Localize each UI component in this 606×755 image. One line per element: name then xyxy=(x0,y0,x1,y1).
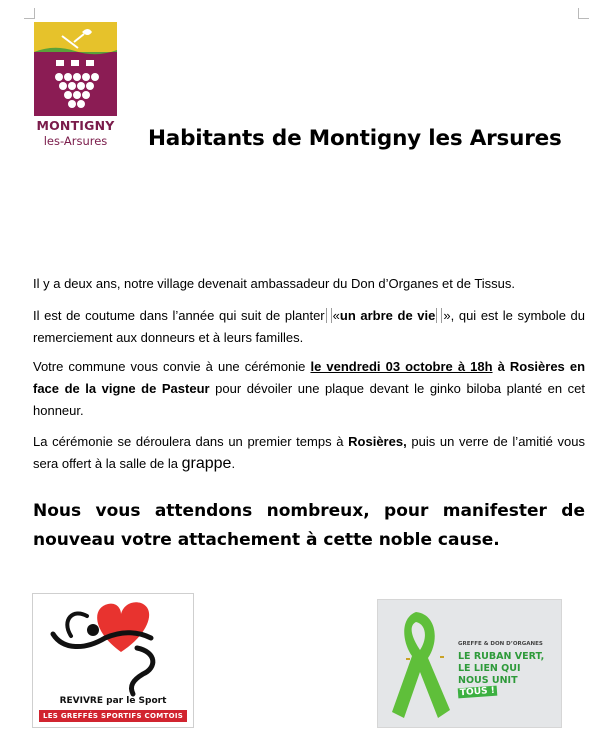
paragraph-text: Votre commune vous convie à une cérémonie xyxy=(33,359,311,374)
ribbon-badge: TOUS ! xyxy=(459,685,496,699)
paragraph-text: pour dévoiler une plaque devant le ginko biloba planté en cet honneur. xyxy=(33,381,585,418)
paragraph-text: La cérémonie se déroulera dans un premier temps à xyxy=(33,434,349,449)
ribbon-line-text: NOUS UNIT xyxy=(458,675,518,686)
page-title: Habitants de Montigny les Arsures xyxy=(148,126,562,151)
page-corner-mark xyxy=(24,8,35,19)
ribbon-line xyxy=(458,675,558,697)
paragraph-text: puis un verre de l’amitié vous sera offert à la salle de la xyxy=(33,434,585,471)
ribbon-caption: GREFFE & DON D’ORGANES xyxy=(458,641,543,647)
green-ribbon-image xyxy=(377,599,562,728)
tree-name: un arbre de vie xyxy=(339,308,436,323)
paragraph-invitation xyxy=(33,356,585,422)
paragraph-tree xyxy=(33,305,585,349)
heart-figure-icon xyxy=(33,594,193,698)
place-name: Rosières, xyxy=(348,434,407,449)
logo-subname: les-Arsures xyxy=(43,134,108,148)
text-cursor-mark xyxy=(436,308,442,323)
quote-open: « xyxy=(332,308,340,323)
hall-name: grappe xyxy=(181,455,232,472)
paragraph-text: », qui est le symbole du remerciement aux donneurs et à leurs familles. xyxy=(33,308,586,345)
paragraph-intro xyxy=(33,273,585,295)
green-ribbon-icon xyxy=(378,600,458,727)
event-date: le vendredi 03 octobre à 18h xyxy=(310,359,493,374)
paragraph-text: Il est de coutume dans l’année qui suit de planter xyxy=(33,308,325,323)
page-corner-mark xyxy=(578,8,589,19)
ribbon-line: LE LIEN QUI xyxy=(458,663,521,674)
ribbon-line: LE RUBAN VERT, xyxy=(458,651,545,662)
revivre-logo xyxy=(32,593,194,728)
paragraph-text: Il y a deux ans, notre village devenait ambassadeur du Don d’Organes et de Tissus. xyxy=(33,276,516,291)
logo-name: MONTIGNY xyxy=(36,118,115,133)
paragraph-program xyxy=(33,431,585,475)
montigny-logo xyxy=(34,22,117,150)
event-location: à Rosières en face de la vigne de Pasteur xyxy=(33,359,586,396)
grape-emblem-icon xyxy=(34,22,117,118)
revivre-label: REVIVRE par le Sport xyxy=(59,696,167,706)
closing-statement: Nous vous attendons nombreux, pour manifester de nouveau votre attachement à cette noble cause. xyxy=(33,501,585,550)
text-cursor-mark xyxy=(326,308,332,323)
paragraph-text: . xyxy=(231,456,236,471)
revivre-tagline: LES GREFFÉS SPORTIFS COMTOIS xyxy=(39,710,187,722)
